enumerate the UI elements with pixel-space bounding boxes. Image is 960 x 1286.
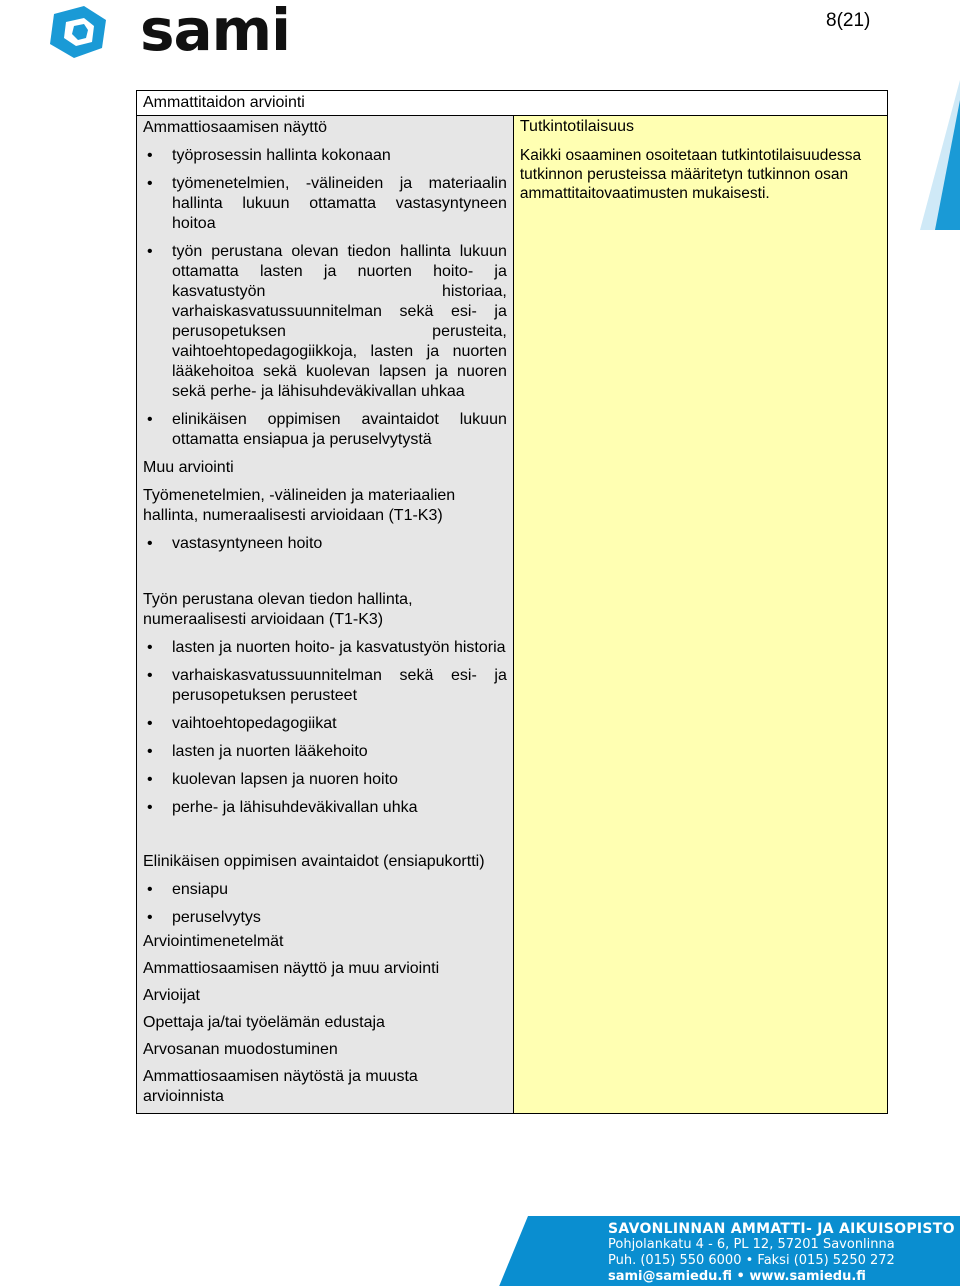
footer-web: sami@samiedu.fi • www.samiedu.fi <box>608 1269 866 1284</box>
sami-logo <box>44 0 290 64</box>
list-item: • peruselvytys <box>143 908 507 928</box>
list-item: • perhe- ja lähisuhdeväkivallan uhka <box>143 798 507 818</box>
corner-decoration <box>900 80 960 230</box>
section-demonstration <box>137 118 513 450</box>
subsection-title: Työn perustana olevan tiedon hallinta, numeraalisesti arvioidaan (T1-K3) <box>143 591 413 628</box>
list-item: • vastasyntyneen hoito <box>143 534 507 554</box>
right-column <box>513 116 887 1114</box>
grade-title: Arvosanan muodostuminen <box>143 1041 338 1058</box>
sami-hexagon-logo-icon <box>44 6 130 58</box>
exam-event-text: Kaikki osaaminen osoitetaan tutkintotilaisuudessa tutkinnon perusteissa määritetyn tutkinnon osan ammattitaitovaatimusten mukaisesti. <box>519 147 862 202</box>
footer-org: SAVONLINNAN AMMATTI- JA AIKUISOPISTO <box>608 1221 955 1237</box>
section-other-assessment <box>137 458 513 1107</box>
subsection-list <box>143 880 507 928</box>
list-item: • työprosessin hallinta kokonaan <box>143 146 507 166</box>
list-item: • kuolevan lapsen ja nuoren hoito <box>143 770 507 790</box>
subsection-list <box>143 638 507 818</box>
assessors-title: Arvioijat <box>143 987 200 1004</box>
section-title: Muu arviointi <box>143 459 234 476</box>
list-item: • elinikäisen oppimisen avaintaidot lukuun ottamatta ensiapua ja peruselvytystä <box>143 410 507 450</box>
subsection-list <box>143 534 507 554</box>
list-item: • vaihtoehtopedagogiikat <box>143 714 507 734</box>
list-item: • lasten ja nuorten lääkehoito <box>143 742 507 762</box>
page-number: 8(21) <box>826 10 871 31</box>
list-item: • työn perustana olevan tiedon hallinta lukuun ottamatta lasten ja nuorten hoito- ja kasvatustyön historiaa, varhaiskasvatussuunnitelman sekä esi- ja perusopetuksen perusteita, vaihtoehtopedagogiikkoja, lasten ja nuorten lääkehoitoa sekä kuolevan lapsen ja nuoren sekä perhe- ja lähisuhdeväkivallan uhkaa <box>143 242 507 402</box>
exam-event-title: Tutkintotilaisuus <box>519 118 634 135</box>
list-item: • ensiapu <box>143 880 507 900</box>
demonstration-list <box>143 146 507 450</box>
subsection-title: Elinikäisen oppimisen avaintaidot (ensiapukortti) <box>143 853 485 870</box>
left-column <box>137 116 514 1114</box>
footer-address: Pohjolankatu 4 - 6, PL 12, 57201 Savonlinna <box>608 1237 895 1252</box>
assessors-text: Opettaja ja/tai työelämän edustaja <box>143 1014 385 1031</box>
methods-text: Ammattiosaamisen näyttö ja muu arviointi <box>143 960 440 977</box>
subsection-title: Työmenetelmien, -välineiden ja materiaalien hallinta, numeraalisesti arvioidaan (T1-K3) <box>143 487 456 524</box>
list-item: • työmenetelmien, -välineiden ja materiaalin hallinta lukuun ottamatta vastasyntyneen hoitoa <box>143 174 507 234</box>
list-item: • varhaiskasvatussuunnitelman sekä esi- ja perusopetuksen perusteet <box>143 666 507 706</box>
section-title: Ammattiosaamisen näyttö <box>143 119 328 136</box>
footer-phones: Puh. (015) 550 6000 • Faksi (015) 5250 272 <box>608 1253 895 1268</box>
grade-text: Ammattiosaamisen näytöstä ja muusta arvioinnista <box>143 1068 418 1105</box>
methods-title: Arviointimenetelmät <box>143 933 284 950</box>
list-item: • lasten ja nuorten hoito- ja kasvatustyön historia <box>143 638 507 658</box>
logo-wordmark: sami <box>140 0 290 64</box>
footer-contact <box>608 1221 955 1285</box>
table-heading: Ammattitaidon arviointi <box>137 91 888 116</box>
assessment-table <box>136 90 888 1114</box>
